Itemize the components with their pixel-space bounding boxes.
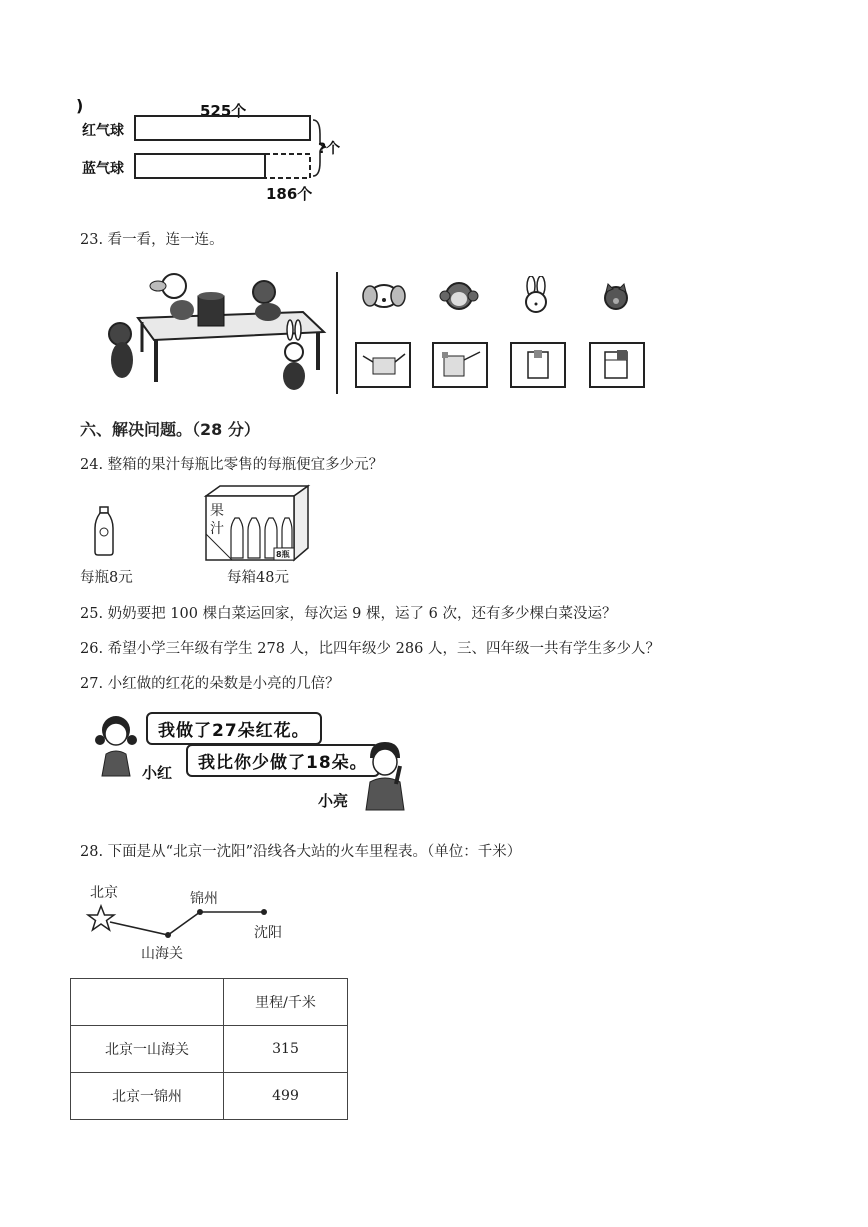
blue-balloon-dashed-part: [265, 154, 310, 178]
monkey-head-icon: [438, 280, 480, 312]
q26-text: 26. 希望小学三年级有学生 278 人，比四年级少 286 人，三、四年级一共有学生多少人？: [80, 641, 660, 657]
xiaohong-girl-figure: [92, 712, 140, 778]
q23-divider: [336, 272, 338, 394]
q22-bracket: ): [76, 96, 84, 115]
shenyang-dot: [261, 909, 267, 915]
table-header-cell: [71, 979, 224, 1026]
map-label-jinzhou: 锦州: [190, 891, 218, 907]
juice-box-count: 8瓶: [276, 550, 290, 559]
q23-text: 23. 看一看，连一连。: [80, 232, 224, 248]
view-box-4: [589, 342, 645, 388]
q27-text: 27. 小红做的红花的朵数是小亮的几倍？: [80, 676, 340, 692]
table-cell: 315: [224, 1026, 348, 1073]
table-row: [71, 1073, 348, 1120]
q24-box-caption: 每箱48元: [227, 570, 289, 586]
view-box-2: [432, 342, 488, 388]
q23-animal-scene: [98, 270, 334, 396]
dog-head-icon: [360, 280, 406, 312]
q25-text: 25. 奶奶要把 100 棵白菜运回家，每次运 9 棵，运了 6 次，还有多少棵白菜没运？: [80, 606, 617, 622]
juice-box-label-1: 果: [210, 503, 224, 519]
q27-bubble-xiaoliang: 我比你少做了18朵。: [186, 744, 380, 777]
q27-name-xiaohong: 小红: [142, 764, 173, 782]
q22-bar-diagram: [120, 108, 350, 188]
xiaoliang-boy-figure: [360, 740, 410, 812]
mileage-table: [70, 978, 348, 1120]
table-cell: 北京一山海关: [71, 1026, 224, 1073]
beijing-star-icon: [88, 906, 114, 930]
q27-name-xiaoliang: 小亮: [318, 792, 349, 810]
table-header-row: [71, 979, 348, 1026]
q22-question-label: ?个: [318, 141, 341, 157]
view-box-1: [355, 342, 411, 388]
q22-diff-label: 186个: [266, 185, 313, 203]
q27-bubble-xiaohong: 我做了27朵红花。: [146, 712, 322, 745]
shanhaiguan-dot: [165, 932, 171, 938]
view-box-3: [510, 342, 566, 388]
juice-box-label-2: 汁: [210, 521, 224, 537]
cat-head-icon: [600, 282, 632, 312]
table-cell: 北京一锦州: [71, 1073, 224, 1120]
table-row: [71, 1026, 348, 1073]
table-cell: 499: [224, 1073, 348, 1120]
q22-total-label: 525个: [200, 102, 247, 120]
juice-bottle-icon: [93, 506, 115, 556]
blue-balloon-bar: [135, 154, 265, 178]
q28-text: 28. 下面是从“北京一沈阳”沿线各大站的火车里程表。（单位：千米）: [80, 844, 522, 860]
q24-text: 24. 整箱的果汁每瓶比零售的每瓶便宜多少元？: [80, 457, 384, 473]
map-label-shenyang: 沈阳: [254, 925, 282, 941]
q22-blue-label: 蓝气球: [82, 161, 124, 177]
jinzhou-dot: [197, 909, 203, 915]
red-balloon-bar: [135, 116, 310, 140]
q22-red-label: 红气球: [82, 123, 124, 139]
map-label-shanhaiguan: 山海关: [141, 946, 183, 962]
section-title: 六、解决问题。（28 分）: [80, 420, 260, 439]
rabbit-head-icon: [520, 276, 552, 314]
map-label-beijing: 北京: [90, 885, 118, 901]
q24-bottle-caption: 每瓶8元: [80, 570, 133, 586]
table-header-cell: 里程/千米: [224, 979, 348, 1026]
